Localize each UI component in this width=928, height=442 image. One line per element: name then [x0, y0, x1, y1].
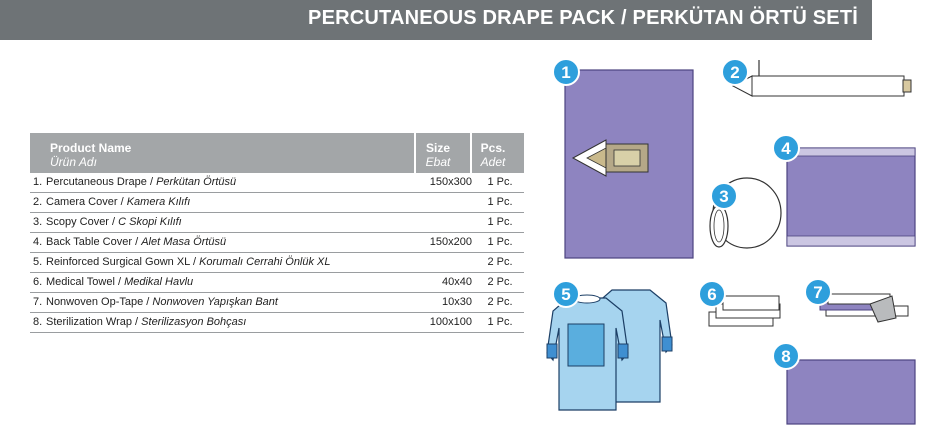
badge-7	[805, 279, 831, 305]
row-name-tr: Korumalı Cerrahi Önlük XL	[199, 256, 331, 268]
row-number: 6.	[33, 276, 43, 288]
op-tape-illustration	[820, 294, 908, 322]
row-name-separator: /	[189, 256, 200, 268]
row-number: 7.	[33, 296, 43, 308]
page-title: PERCUTANEOUS DRAPE PACK / PERKÜTAN ÖRTÜ SETİ	[308, 7, 858, 29]
badge-3	[711, 183, 737, 209]
badge-8	[773, 343, 799, 369]
row-name-separator: /	[146, 176, 157, 188]
row-number: 5.	[33, 256, 43, 268]
row-name-separator: /	[114, 276, 125, 288]
row-name-en: Sterilization Wrap	[46, 316, 132, 328]
surgical-gown-illustration	[547, 290, 672, 410]
header-pcs-tr: Adet	[480, 155, 506, 169]
header-product-name-en: Product Name	[50, 141, 132, 155]
row-name-en: Medical Towel	[46, 276, 115, 288]
svg-text:4: 4	[781, 139, 791, 158]
row-name-separator: /	[143, 296, 153, 308]
row-name-tr: Kamera Kılıfı	[126, 196, 191, 208]
row-name-tr: Perkütan Örtüsü	[156, 176, 237, 188]
row-pcs: 2 Pc.	[487, 276, 513, 288]
header-size-en: Size	[425, 141, 450, 155]
row-name-tr: Alet Masa Örtüsü	[141, 236, 227, 248]
camera-cover-illustration	[733, 60, 911, 96]
row-name-separator: /	[132, 316, 142, 328]
row-number: 1.	[33, 176, 43, 188]
row-size: 10x30	[442, 296, 472, 308]
percutaneous-drape-illustration	[565, 70, 693, 258]
badge-6	[699, 281, 725, 307]
badge-1	[553, 59, 579, 85]
row-number: 4.	[33, 236, 43, 248]
row-name-separator: /	[108, 216, 119, 228]
svg-text:8: 8	[781, 347, 791, 366]
header-size-tr: Ebat	[425, 155, 451, 169]
svg-text:2: 2	[730, 63, 740, 82]
row-name-tr: Sterilizasyon Bohçası	[141, 316, 247, 328]
row-pcs: 1 Pc.	[487, 216, 513, 228]
sterilization-wrap-illustration	[787, 360, 915, 424]
row-name-en: Back Table Cover	[46, 236, 133, 248]
badge-5	[553, 281, 579, 307]
svg-text:5: 5	[561, 285, 571, 304]
row-pcs: 1 Pc.	[487, 196, 513, 208]
row-name-separator: /	[132, 236, 142, 248]
row-size: 150x300	[429, 176, 472, 188]
svg-text:3: 3	[719, 187, 729, 206]
row-name-separator: /	[117, 196, 127, 208]
row-name-en: Camera Cover	[46, 196, 118, 208]
row-name-en: Reinforced Surgical Gown XL	[46, 256, 190, 268]
row-pcs: 1 Pc.	[487, 316, 513, 328]
row-size: 100x100	[429, 316, 472, 328]
row-name-en: Scopy Cover	[46, 216, 109, 228]
row-size: 150x200	[429, 236, 472, 248]
svg-text:6: 6	[707, 285, 717, 304]
row-pcs: 1 Pc.	[487, 176, 513, 188]
row-pcs: 2 Pc.	[487, 296, 513, 308]
row-pcs: 2 Pc.	[487, 256, 513, 268]
svg-text:7: 7	[813, 283, 823, 302]
row-name-tr: Nonwoven Yapışkan Bant	[152, 296, 278, 308]
row-size: 40x40	[442, 276, 472, 288]
row-name-tr: C Skopi Kılıfı	[118, 216, 182, 228]
svg-text:1: 1	[561, 63, 571, 82]
row-name-tr: Medikal Havlu	[124, 276, 194, 288]
badge-2	[722, 59, 748, 85]
row-name-en: Percutaneous Drape	[46, 176, 147, 188]
row-number: 8.	[33, 316, 43, 328]
badge-4	[773, 135, 799, 161]
header-pcs-en: Pcs.	[480, 141, 506, 155]
back-table-cover-illustration	[787, 148, 915, 246]
row-number: 3.	[33, 216, 43, 228]
row-name-en: Nonwoven Op-Tape	[46, 296, 144, 308]
header-product-name-tr: Ürün Adı	[50, 155, 97, 169]
row-number: 2.	[33, 196, 43, 208]
row-pcs: 1 Pc.	[487, 236, 513, 248]
